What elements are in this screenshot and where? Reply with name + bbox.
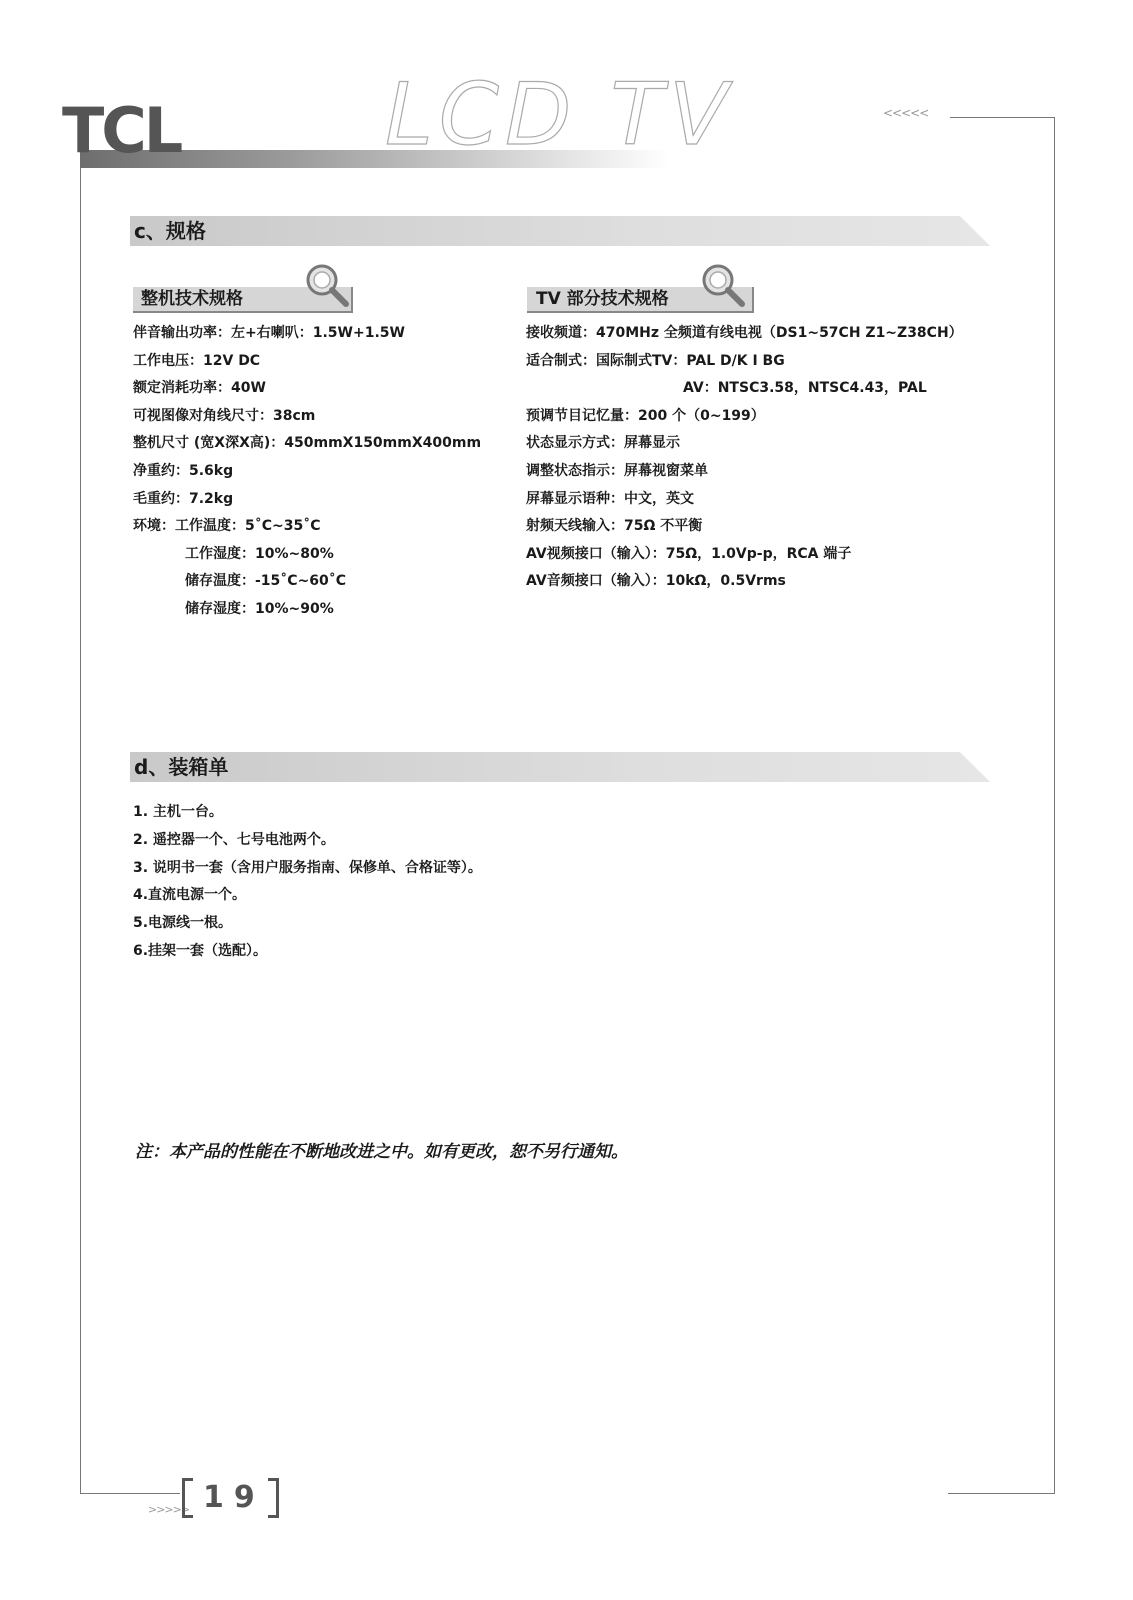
spec-line: 预调节目记忆量：200 个（0~199）: [526, 407, 765, 424]
chevron-right-icon: >>>>>: [148, 1503, 190, 1516]
spec-line: 可视图像对角线尺寸：38cm: [133, 407, 316, 424]
frame-bottom-left-line: [80, 1493, 180, 1494]
spec-line: 调整状态指示：屏幕视窗菜单: [526, 462, 708, 479]
spec-line: 接收频道：470MHz 全频道有线电视（DS1~57CH Z1~Z38CH）: [526, 325, 963, 341]
chevron-left-icon: <<<<<: [883, 106, 929, 120]
frame-left-line: [80, 168, 81, 1493]
left-spec-list: [133, 320, 481, 624]
section-c-title: c、规格: [134, 219, 206, 243]
spec-line-av: AV：NTSC3.58，NTSC4.43，PAL: [683, 380, 927, 397]
spec-line: 净重约：5.6kg: [133, 462, 234, 479]
spec-line: 毛重约：7.2kg: [133, 490, 234, 507]
page-number: 19: [203, 1480, 265, 1515]
section-d-banner: [130, 752, 990, 782]
list-item: 3. 说明书一套（含用户服务指南、保修单、合格证等）。: [133, 859, 482, 876]
spec-line: 适合制式：国际制式TV：PAL D/K I BG: [526, 352, 785, 369]
frame-bottom-right-line: [948, 1493, 1055, 1494]
spec-line-indented: 储存温度：-15˚C~60˚C: [185, 573, 347, 590]
spec-line: 工作电压：12V DC: [133, 352, 261, 369]
page-bracket-right: [268, 1478, 279, 1518]
spec-line: 额定消耗功率：40W: [133, 380, 266, 397]
spec-line: 状态显示方式：屏幕显示: [526, 435, 680, 452]
section-d-title: d、装箱单: [134, 755, 229, 779]
header-title: LCD TV: [385, 65, 734, 165]
magnifier-icon: [302, 262, 350, 310]
spec-line: 伴音输出功率：左+右喇叭：1.5W+1.5W: [133, 325, 405, 341]
list-item: 6.挂架一套（选配）。: [133, 942, 268, 959]
frame-right-line: [1054, 117, 1055, 1493]
right-spec-list: [526, 320, 963, 596]
spec-line: 射频天线输入：75Ω 不平衡: [526, 518, 703, 535]
page-bracket-left: [182, 1478, 193, 1518]
brand-logo: TCL: [62, 94, 181, 167]
list-item: 5.电源线一根。: [133, 915, 233, 932]
footnote: 注：本产品的性能在不断地改进之中。如有更改，恕不另行通知。: [135, 1142, 628, 1162]
magnifier-icon: [698, 262, 746, 310]
right-sub-title: TV 部分技术规格: [536, 289, 669, 309]
list-item: 1. 主机一台。: [133, 804, 223, 820]
spec-line: AV视频接口（输入）：75Ω，1.0Vp-p，RCA 端子: [526, 545, 852, 562]
left-sub-title: 整机技术规格: [141, 289, 243, 309]
spec-line-indented: 储存湿度：10%~90%: [185, 600, 334, 617]
spec-line: 环境：工作温度：5˚C~35˚C: [133, 518, 321, 535]
packing-list: [133, 799, 482, 966]
spec-line-indented: 工作湿度：10%~80%: [185, 545, 334, 562]
frame-top-line: [950, 117, 1054, 118]
list-item: 4.直流电源一个。: [133, 887, 247, 904]
section-c-banner: [130, 216, 990, 246]
spec-line: AV音频接口（输入）：10kΩ，0.5Vrms: [526, 573, 786, 590]
spec-line: 屏幕显示语种：中文，英文: [526, 490, 694, 507]
list-item: 2. 遥控器一个、七号电池两个。: [133, 831, 335, 848]
spec-line: 整机尺寸 (宽X深X高)：450mmX150mmX400mm: [133, 435, 482, 452]
